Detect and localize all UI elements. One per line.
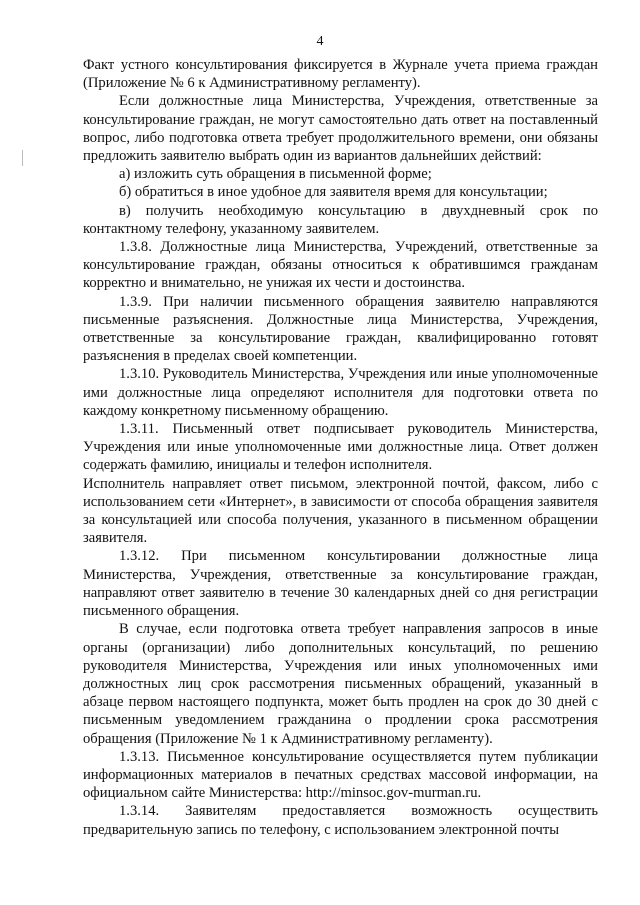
paragraph-1-3-13: 1.3.13. Письменное консультирование осуществляется путем публикации информационных материалов в печатных средствах массовой информации, на официальном сайте Министерства: http://minsoc.gov-murman.ru. <box>83 748 598 802</box>
paragraph-1-3-11: 1.3.11. Письменный ответ подписывает руководитель Министерства, Учреждения или иные уполномоченные ими должностные лица. Ответ должен содержать фамилию, инициалы и телефон исполнителя. <box>83 421 598 474</box>
paragraph-option-b: б) обратиться в иное удобное для заявителя время для консультации; <box>119 184 548 201</box>
paragraph-extension: В случае, если подготовка ответа требует направления запросов в иные органы (организации) либо дополнительных консультаций, по решению руководителя Министерства, Учреждения или иных уполномоченных ими должностных лиц срок рассмотрения письменных обращений, указанный в абзаце первом настоящего подпункта, может быть продлен на срок до 30 дней с письменным уведомлением гражданина о продлении срока рассмотрения обращения (Приложение № 1 к Административному регламенту). <box>83 621 598 747</box>
page-number: 4 <box>316 34 324 49</box>
document-body <box>83 56 598 839</box>
paragraph-1-3-9: 1.3.9. При наличии письменного обращения заявителю направляются письменные разъяснения. Должностные лица Министерства, Учреждения, ответственные за консультирование граждан, квалифицированно готовят разъяснения в пределах своей компетенции. <box>83 293 598 365</box>
paragraph-oral-consultation-record: Факт устного консультирования фиксируется в Журнале учета приема граждан (Приложение № 6 к Административному регламенту). <box>83 57 598 92</box>
paragraph-executor-sends-answer: Исполнитель направляет ответ письмом, электронной почтой, факсом, либо с использованием сети «Интернет», в зависимости от способа обращения заявителя за консультацией или способа получения, указанного в письменном обращении заявителя. <box>83 475 598 547</box>
paragraph-1-3-10: 1.3.10. Руководитель Министерства, Учреждения или иные уполномоченные ими должностные лица определяют исполнителя для подготовки ответа по каждому конкретному письменному обращению. <box>83 366 598 419</box>
paragraph-1-3-8: 1.3.8. Должностные лица Министерства, Учреждений, ответственные за консультирование граждан, обязаны относиться к обратившимся гражданам корректно и внимательно, не унижая их чести и достоинства. <box>83 239 598 292</box>
paragraph-option-c: в) получить необходимую консультацию в двухдневный срок по контактному телефону, указанному заявителем. <box>83 202 598 237</box>
paragraph-1-3-14: 1.3.14. Заявителям предоставляется возможность осуществить предварительную запись по телефону, с использованием электронной почты <box>83 803 598 838</box>
paragraph-unable-to-answer: Если должностные лица Министерства, Учреждения, ответственные за консультирование граждан, не могут самостоятельно дать ответ на поставленный вопрос, либо подготовка ответа требует продолжительного времени, они обязаны предложить заявителю выбрать один из вариантов дальнейших действий: <box>83 93 598 165</box>
paragraph-1-3-12: 1.3.12. При письменном консультировании должностные лица Министерства, Учреждения, ответственные за консультирование граждан, направляют ответ заявителю в течение 30 календарных дней со дня регистрации письменного обращения. <box>83 548 598 620</box>
margin-mark <box>22 150 23 166</box>
paragraph-option-a: а) изложить суть обращения в письменной форме; <box>119 166 432 183</box>
